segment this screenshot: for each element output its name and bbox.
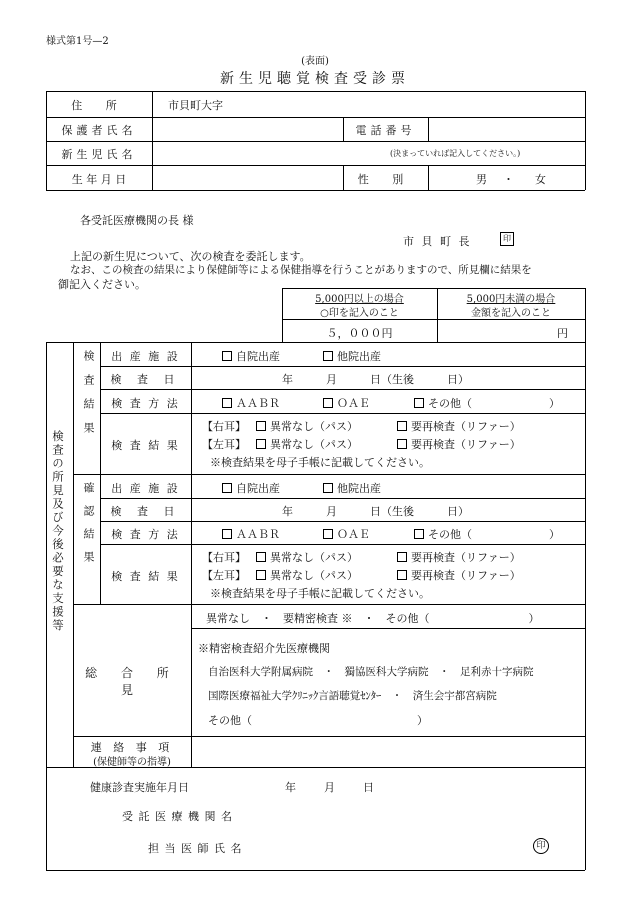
exam-right-pass-option[interactable]: 異常なし（パス）	[256, 418, 358, 434]
confirm-date-label: 検 査 日	[110, 505, 181, 518]
confirm-left-ear-label: 【左耳】	[202, 569, 246, 582]
confirm-result-label: 検 査 結 果	[111, 570, 180, 583]
doctor-name-label: 担 当 医 師 氏 名	[148, 842, 243, 855]
referral-hospitals-line-2[interactable]: 国際医療福祉大学ｸﾘﾆｯｸ言語聴覚ｾﾝﾀｰ ・ 済生会宇都宮病院	[208, 690, 497, 702]
confirm-date-field[interactable]: 年 月 日（生後 日）	[282, 505, 469, 518]
referral-heading: ※精密検査紹介先医療機関	[198, 642, 330, 655]
newborn-name-note: (決まっていれば記入してください。)	[390, 149, 521, 158]
exam-section-label: 検査結果	[82, 350, 95, 446]
contact-notes-field[interactable]	[192, 737, 584, 766]
checkbox-icon	[323, 483, 333, 493]
exam-result-note: ※検査結果を母子手帳に記載してください。	[210, 456, 430, 469]
page-side-label: (表面)	[301, 56, 329, 67]
mayor-seal-icon: 印	[500, 232, 514, 246]
fee-over-instruction: ○印を記入のこと	[320, 308, 399, 319]
contact-label: 連 絡 事 項	[90, 741, 174, 754]
checkbox-icon	[256, 439, 266, 449]
exam-left-refer-option[interactable]: 要再検査（リファー）	[397, 436, 521, 452]
address-label: 住 所	[71, 99, 127, 112]
checkbox-icon	[397, 439, 407, 449]
checkbox-icon	[256, 421, 266, 431]
checkbox-icon	[222, 351, 232, 361]
birth-date-field[interactable]	[153, 166, 342, 189]
exam-method-aabr-option[interactable]: ＡＡＢＲ	[222, 395, 280, 411]
checkbox-icon	[397, 421, 407, 431]
newborn-name-label: 新生児氏名	[61, 148, 137, 161]
confirm-method-aabr-option[interactable]: ＡＡＢＲ	[222, 526, 280, 542]
guardian-name-field[interactable]	[153, 118, 342, 140]
birth-date-label: 生 年 月 日	[71, 173, 127, 186]
contact-sublabel: (保健師等の指導)	[93, 757, 171, 768]
sex-male-option[interactable]: 男	[476, 173, 487, 186]
checkbox-icon	[397, 552, 407, 562]
fee-under-unit: 円	[557, 327, 568, 340]
confirm-other-hospital-option[interactable]: 他院出産	[323, 480, 381, 496]
letter-line-1: 上記の新生児について、次の検査を委託します。	[70, 250, 311, 263]
confirm-method-oae-option[interactable]: ＯＡＥ	[323, 526, 370, 542]
exam-birth-place-label: 出 産 施 設	[111, 350, 180, 363]
checkbox-icon	[397, 570, 407, 580]
checkbox-icon	[323, 529, 333, 539]
form-number: 様式第1号—2	[46, 36, 109, 47]
checkbox-icon	[323, 398, 333, 408]
checkbox-icon	[256, 552, 266, 562]
confirm-left-refer-option[interactable]: 要再検査（リファー）	[397, 567, 521, 583]
doctor-name-field[interactable]	[290, 836, 520, 856]
institution-name-label: 受 託 医 療 機 関 名	[122, 810, 233, 823]
exam-result-label: 検 査 結 果	[111, 439, 180, 452]
guardian-name-label: 保護者氏名	[61, 124, 137, 137]
exam-left-pass-option[interactable]: 異常なし（パス）	[256, 436, 358, 452]
letter-addressee: 各受託医療機関の長 様	[80, 214, 194, 227]
phone-field[interactable]	[429, 118, 584, 140]
summary-options[interactable]: 異常なし ・ 要精密検査 ※ ・ その他（ ）	[206, 612, 540, 625]
confirm-left-pass-option[interactable]: 異常なし（パス）	[256, 567, 358, 583]
exam-implementation-date-field[interactable]: 年 月 日	[285, 781, 376, 794]
checkbox-icon	[414, 398, 424, 408]
sex-label: 性 別	[357, 173, 414, 186]
sex-female-option[interactable]: 女	[535, 173, 546, 186]
exam-method-other-option[interactable]: その他（ ）	[414, 395, 560, 411]
confirm-birth-place-label: 出 産 施 設	[111, 482, 180, 495]
findings-side-label: 検査の所見及び今後必要な支援等	[51, 430, 65, 633]
sex-separator: ・	[503, 173, 514, 186]
confirm-right-ear-label: 【右耳】	[202, 551, 246, 564]
confirm-right-pass-option[interactable]: 異常なし（パス）	[256, 549, 358, 565]
exam-other-hospital-option[interactable]: 他院出産	[323, 348, 381, 364]
confirm-result-note: ※検査結果を母子手帳に記載してください。	[210, 587, 430, 600]
page-title: 新生児聴覚検査受診票	[220, 71, 410, 87]
exam-left-ear-label: 【左耳】	[202, 438, 246, 451]
checkbox-icon	[222, 483, 232, 493]
doctor-seal-icon: 印	[533, 838, 549, 854]
letter-from: 市 貝 町 長	[403, 235, 472, 248]
checkbox-icon	[323, 351, 333, 361]
institution-name-field[interactable]	[290, 804, 570, 824]
fee-over-value[interactable]: ５，０００円	[326, 327, 393, 340]
exam-date-field[interactable]: 年 月 日（生後 日）	[282, 373, 469, 386]
confirm-method-other-option[interactable]: その他（ ）	[414, 526, 560, 542]
fee-under-amount-field[interactable]	[438, 320, 556, 341]
exam-right-refer-option[interactable]: 要再検査（リファー）	[397, 418, 521, 434]
address-value[interactable]: 市貝町大字	[168, 99, 223, 112]
checkbox-icon	[414, 529, 424, 539]
checkbox-icon	[222, 398, 232, 408]
exam-method-oae-option[interactable]: ＯＡＥ	[323, 395, 370, 411]
referral-hospitals-line-1[interactable]: 自治医科大学附属病院 ・ 獨協医科大学病院 ・ 足利赤十字病院	[208, 666, 534, 678]
confirm-method-label: 検 査 方 法	[111, 528, 180, 541]
summary-label: 総 合 所 見	[85, 666, 179, 697]
checkbox-icon	[256, 570, 266, 580]
exam-method-label: 検 査 方 法	[111, 397, 180, 410]
fee-over-heading: 5,000円以上の場合	[315, 294, 404, 305]
confirm-own-hospital-option[interactable]: 自院出産	[222, 480, 280, 496]
checkbox-icon	[222, 529, 232, 539]
fee-under-heading: 5,000円未満の場合	[466, 294, 556, 305]
letter-line-2: なお、この検査の結果により保健師等による保健指導を行うことがありますので、所見欄に結果を	[70, 264, 532, 276]
phone-label: 電話番号	[355, 124, 416, 137]
confirm-section-label: 確認結果	[82, 482, 95, 574]
referral-other[interactable]: その他（ ）	[208, 714, 428, 727]
fee-under-instruction: 金額を記入のこと	[471, 308, 551, 319]
exam-own-hospital-option[interactable]: 自院出産	[222, 348, 280, 364]
confirm-right-refer-option[interactable]: 要再検査（リファー）	[397, 549, 521, 565]
exam-implementation-date-label: 健康診査実施年月日	[90, 781, 189, 794]
letter-line-3: 御記入ください。	[58, 278, 146, 291]
exam-date-label: 検 査 日	[110, 373, 181, 386]
exam-right-ear-label: 【右耳】	[202, 420, 246, 433]
